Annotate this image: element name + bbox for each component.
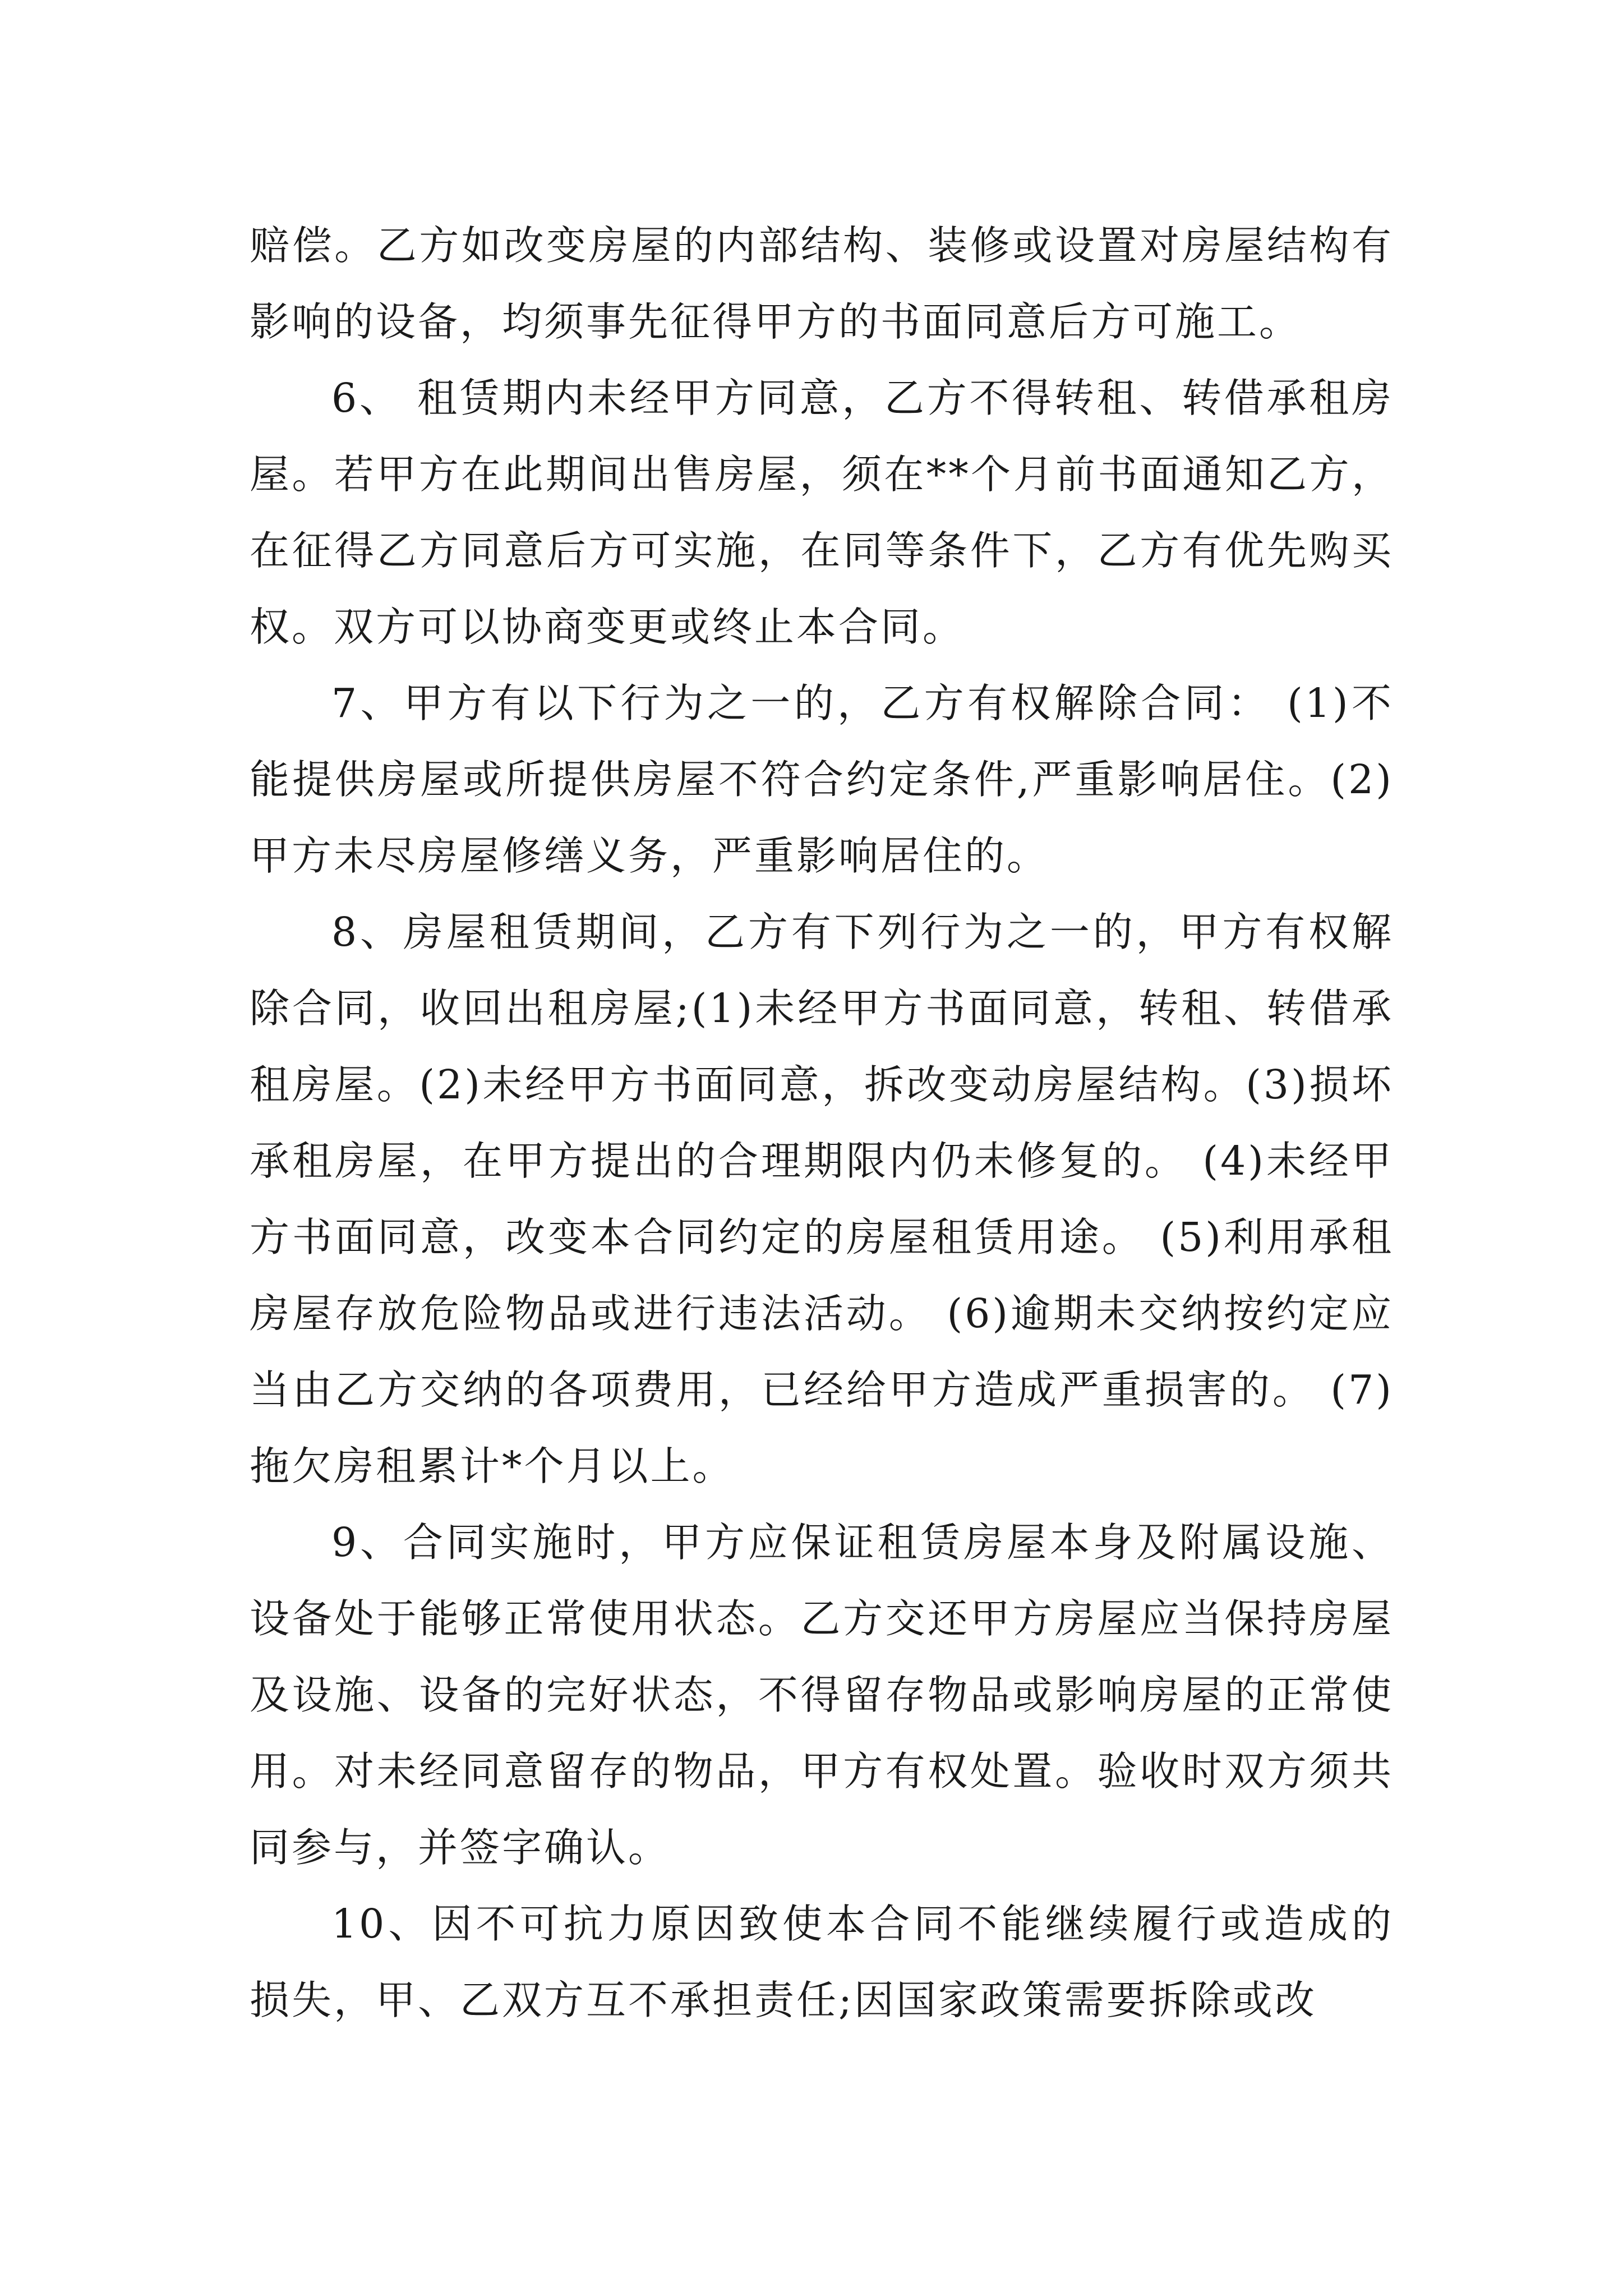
paragraph-clause-7: 7、甲方有以下行为之一的，乙方有权解除合同： (1)不能提供房屋或所提供房屋不符合约定条件,严重影响居住。(2)甲方未尽房屋修缮义务，严重影响居住的。 xyxy=(250,680,1394,879)
paragraph-continuation: 赔偿。乙方如改变房屋的内部结构、装修或设置对房屋结构有影响的设备，均须事先征得甲方的书面同意后方可施工。 xyxy=(250,222,1394,345)
paragraph-clause-9: 9、合同实施时，甲方应保证租赁房屋本身及附属设施、设备处于能够正常使用状态。乙方交还甲方房屋应当保持房屋及设施、设备的完好状态，不得留存物品或影响房屋的正常使用。对未经同意留存的物品，甲方有权处置。验收时双方须共同参与，并签字确认。 xyxy=(250,1519,1394,1871)
paragraph-clause-6: 6、 租赁期内未经甲方同意，乙方不得转租、转借承租房屋。若甲方在此期间出售房屋，须在**个月前书面通知乙方，在征得乙方同意后方可实施，在同等条件下，乙方有优先购买权。双方可以协商变更或终止本合同。 xyxy=(250,375,1394,650)
document-body xyxy=(250,208,1394,2039)
paragraph-clause-10: 10、因不可抗力原因致使本合同不能继续履行或造成的损失，甲、乙双方互不承担责任;因国家政策需要拆除或改 xyxy=(250,1901,1394,2023)
paragraph-clause-8: 8、房屋租赁期间，乙方有下列行为之一的，甲方有权解除合同，收回出租房屋;(1)未经甲方书面同意，转租、转借承租房屋。(2)未经甲方书面同意，拆改变动房屋结构。(3)损坏承租房屋，在甲方提出的合理期限内仍未修复的。 (4)未经甲方书面同意，改变本合同约定的房屋租赁用途。 (5)利用承租房屋存放危险物品或进行违法活动。 (6)逾期未交纳按约定应当由乙方交纳的各项费用，已经给甲方造成严重损害的。 (7)拖欠房租累计*个月以上。 xyxy=(250,909,1394,1489)
